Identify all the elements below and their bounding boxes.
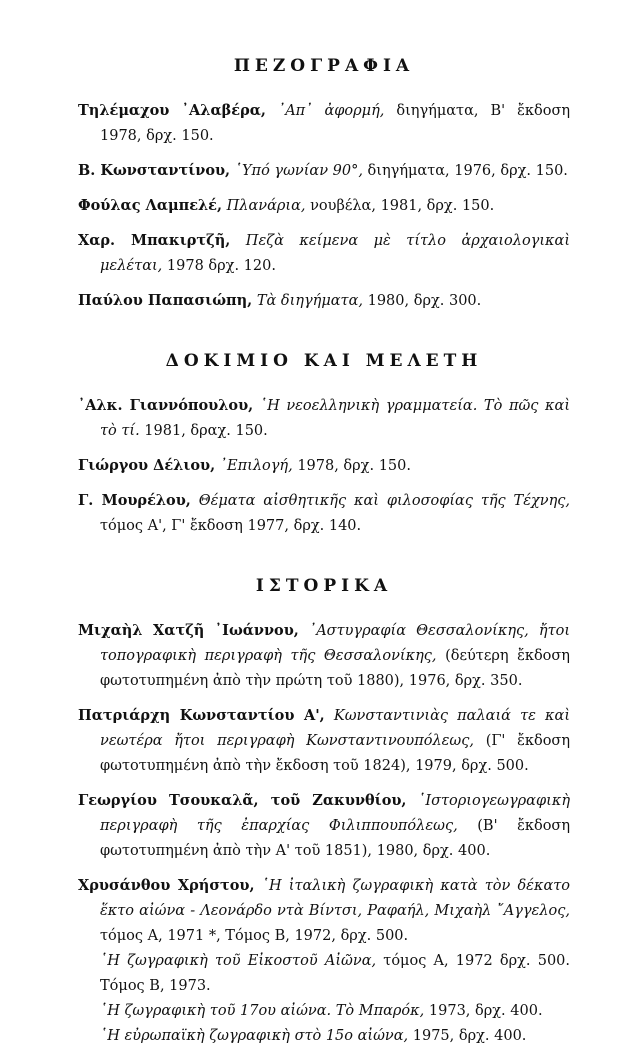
entry-title: Θέματα αἰσθητικῆς καὶ φιλοσοφίας τῆς Τέχνης, — [198, 493, 570, 509]
list-item — [78, 488, 570, 539]
list-item — [78, 288, 570, 314]
entry-title: Τὰ διηγήματα, — [256, 293, 363, 309]
entry-author: Πατριάρχη Κωνσταντίου Α', — [78, 707, 325, 724]
entry-author: Γεωργίου Τσουκαλᾶ, τοῦ Ζακυνθίου, — [78, 792, 407, 809]
entry-details: 1975, δρχ. 400. — [412, 1028, 527, 1044]
entry-author: Παύλου Παπασιώπη, — [78, 292, 253, 309]
entry-details: 1981, δραχ. 150. — [144, 423, 268, 439]
list-item — [78, 703, 570, 779]
entry-details: (δεύτερη ἔκδοση φωτοτυπημένη ἀπὸ τὴν πρώτη τοῦ 1880), 1976, δρχ. 350. — [100, 648, 570, 689]
entry-title: ῾Ιστοριογεωγραφικὴ περιγραφὴ τῆς ἐπαρχίας Φιλιππουπόλεως, — [100, 793, 571, 834]
entry-title: ῾Η ἰταλικὴ ζωγραφικὴ κατὰ τὸν δέκατο ἕκτο αἰώνα - Λεονάρδο ντὰ Βίντσι, Ραφαήλ, Μιχαὴλ ῎Αγγελος, — [100, 878, 571, 919]
entry-author: Μιχαὴλ Χατζῆ ᾿Ιωάννου, — [78, 622, 299, 639]
entry-details: νουβέλα, 1981, δρχ. 150. — [310, 198, 495, 214]
section-title-history: ΙΣΤΟΡΙΚΑ — [255, 576, 393, 596]
sub-entry — [100, 1024, 570, 1049]
entry-title: Πλανάρια, — [226, 198, 306, 214]
entry-author: Γιώργου Δέλιου, — [78, 457, 216, 474]
section-title-prose: ΠΕΖΟΓΡΑΦΙΑ — [233, 56, 415, 76]
list-item — [78, 158, 570, 184]
catalog-page — [78, 56, 570, 1058]
list-item — [78, 788, 570, 864]
entry-details: τόμος Α', Γ' ἔκδοση 1977, δρχ. 140. — [100, 518, 362, 534]
entry-title: ῾Η ζωγραφικὴ τοῦ 17ου αἰώνα. Τὸ Μπαρόκ, — [100, 1003, 425, 1019]
entry-details: (Β' ἔκδοση φωτοτυπημένη ἀπὸ τὴν Α' τοῦ 1851), 1980, δρχ. 400. — [100, 818, 571, 859]
sub-entry — [100, 999, 570, 1024]
list-item — [78, 453, 570, 479]
section-title-essays: ΔΟΚΙΜΙΟ ΚΑΙ ΜΕΛΕΤΗ — [165, 351, 483, 371]
entry-title: ῾Υπό γωνίαν 90°, — [234, 163, 363, 179]
list-item — [78, 98, 570, 149]
list-item — [78, 618, 570, 694]
sub-entry — [100, 949, 570, 999]
entry-title: Κωνσταντινιὰς παλαιά τε καὶ νεωτέρα ἤτοι περιγραφὴ Κωνσταντινουπόλεως, — [100, 708, 571, 749]
entry-author: ᾿Αλκ. Γιαννόπουλου, — [78, 397, 254, 414]
entry-details: 1980, δρχ. 300. — [367, 293, 482, 309]
entry-title: ῾Η νεοελληνικὴ γραμματεία. Τὸ πῶς καὶ τὸ τί. — [100, 398, 571, 439]
entry-details: τόμος Α, 1971 *, Τόμος Β, 1972, δρχ. 500. — [100, 928, 409, 944]
entry-author: Γ. Μουρέλου, — [78, 492, 191, 509]
entry-details: 1973, δρχ. 400. — [428, 1003, 543, 1019]
entry-author: Β. Κωνσταντίνου, — [78, 162, 231, 179]
entry-title: ᾿Αστυγραφία Θεσσαλονίκης, ἤτοι τοπογραφικὴ περιγραφὴ τῆς Θεσσαλονίκης, — [100, 623, 571, 664]
entry-details: διηγήματα, 1976, δρχ. 150. — [367, 163, 568, 179]
list-item — [78, 873, 570, 1049]
entry-details: 1978 δρχ. 120. — [166, 258, 276, 274]
entry-author: Χρυσάνθου Χρήστου, — [78, 877, 255, 894]
entry-author: Χαρ. Μπακιρτζῆ, — [78, 232, 231, 249]
entry-title: ῾Η εὐρωπαϊκὴ ζωγραφικὴ στὸ 15ο αἰώνα, — [100, 1028, 409, 1044]
entry-details: 1978, δρχ. 150. — [297, 458, 411, 474]
list-item — [78, 228, 570, 279]
entry-author: Τηλέμαχου ᾿Αλαβέρα, — [78, 102, 266, 119]
entry-title: ᾿Απ᾿ ἀφορμή, — [277, 103, 385, 119]
entry-details: τόμος Α, 1972 δρχ. 500. Τόμος Β, 1973. — [100, 953, 571, 994]
list-item — [78, 393, 570, 444]
entry-title: ῾Η ζωγραφικὴ τοῦ Εἰκοστοῦ Αἰῶνα, — [100, 953, 377, 969]
entry-author: Φούλας Λαμπελέ, — [78, 197, 223, 214]
entry-title: ᾿Επιλογή, — [219, 458, 293, 474]
entry-details: (Γ' ἔκδοση φωτοτυπημένη ἀπὸ τὴν ἔκδοση τοῦ 1824), 1979, δρχ. 500. — [100, 733, 571, 774]
list-item — [78, 193, 570, 219]
entry-title: Πεζὰ κείμενα μὲ τίτλο ἀρχαιολογικαὶ μελέται, — [100, 233, 571, 274]
entry-details: διηγήματα, Β' ἔκδοση 1978, δρχ. 150. — [100, 103, 571, 144]
